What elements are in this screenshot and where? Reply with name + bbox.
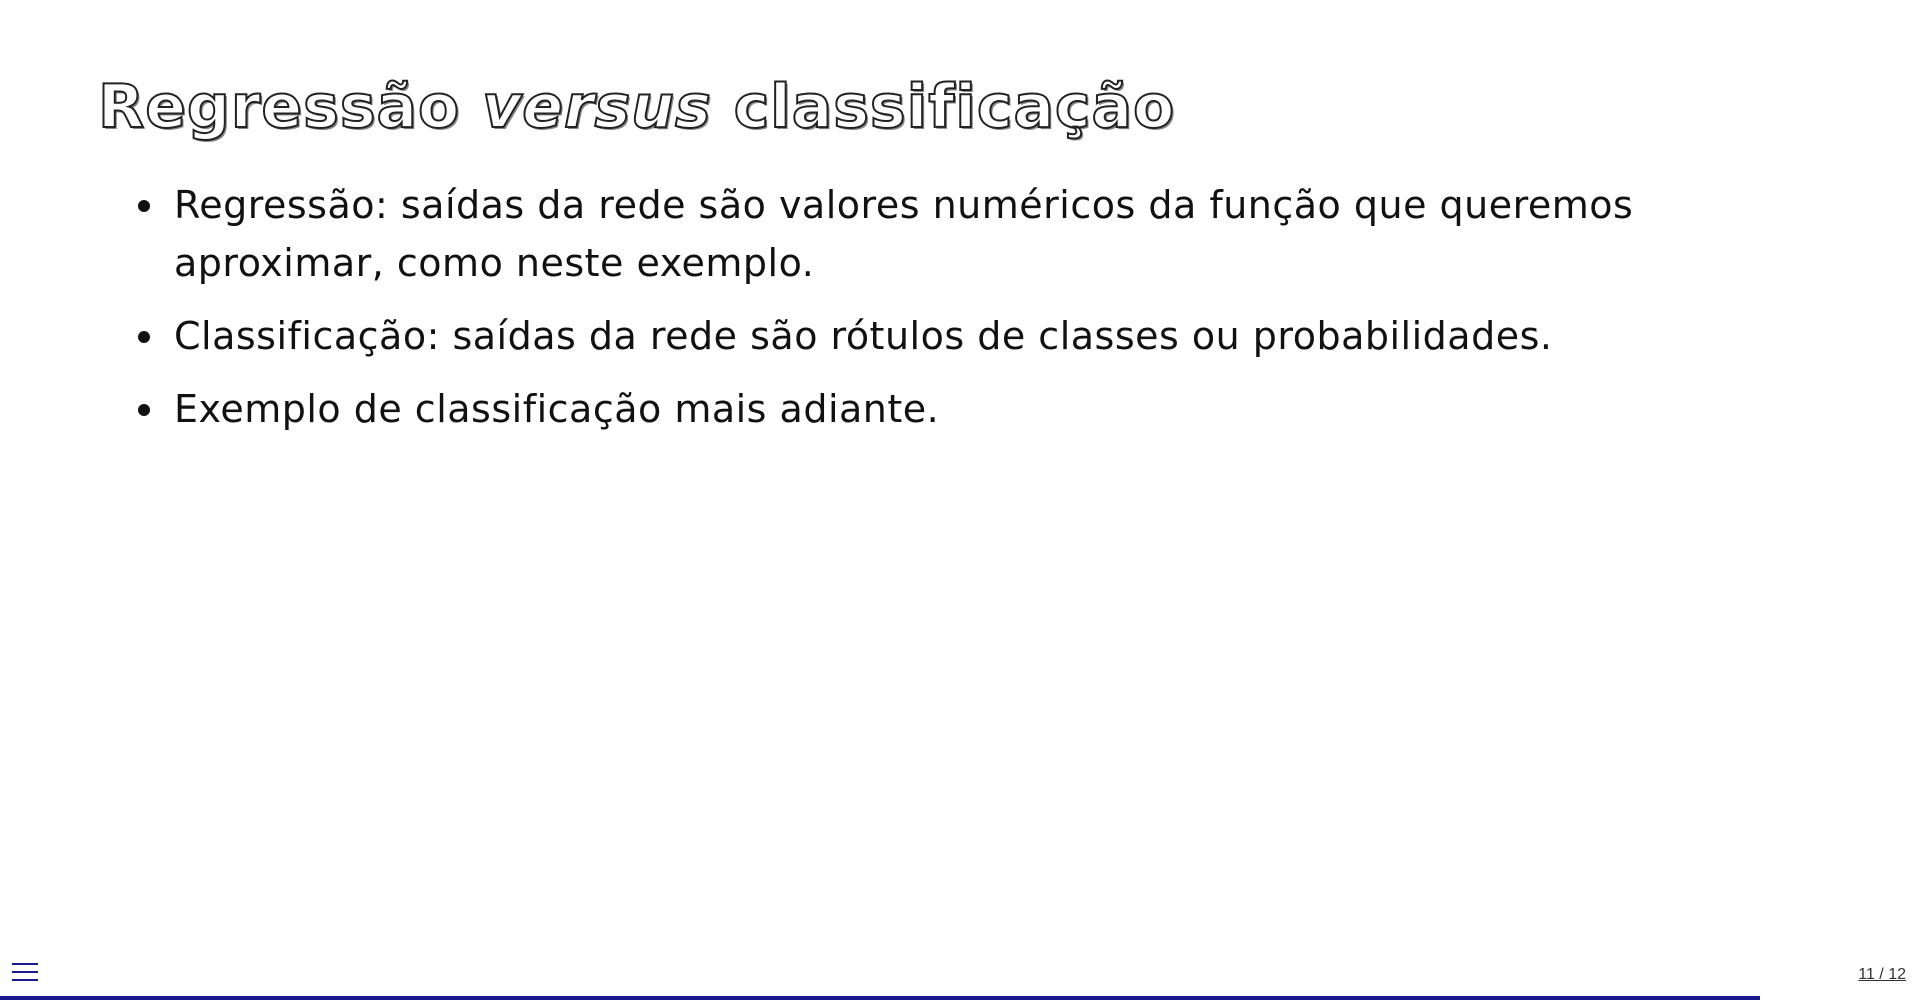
hamburger-menu-icon[interactable] [12,960,38,984]
bullet-item [138,380,1698,438]
progress-bar-fill [0,996,1760,1000]
bullet-dot-icon [138,200,150,212]
bullet-item [138,176,1698,292]
title-part-1: Regressão [98,72,483,142]
progress-bar [0,996,1920,1000]
menu-bar [12,963,38,965]
bullet-dot-icon [138,404,150,416]
title-part-2: classificação [711,72,1176,142]
menu-bar [12,971,38,973]
menu-bar [12,979,38,981]
bullet-dot-icon [138,331,150,343]
bullet-text: Exemplo de classificação mais adiante. [174,387,940,431]
page-counter-link[interactable]: 11 / 12 [1858,966,1906,983]
bullet-text: Classificação: saídas da rede são rótulos de classes ou probabilidades. [174,314,1553,358]
bullet-list [138,176,1698,453]
bullet-item [138,307,1698,365]
title-emphasis: versus [482,72,712,142]
bullet-text: Regressão: saídas da rede são valores numéricos da função que queremos aproximar, como neste exemplo. [174,183,1634,285]
slide-title [98,62,1175,152]
